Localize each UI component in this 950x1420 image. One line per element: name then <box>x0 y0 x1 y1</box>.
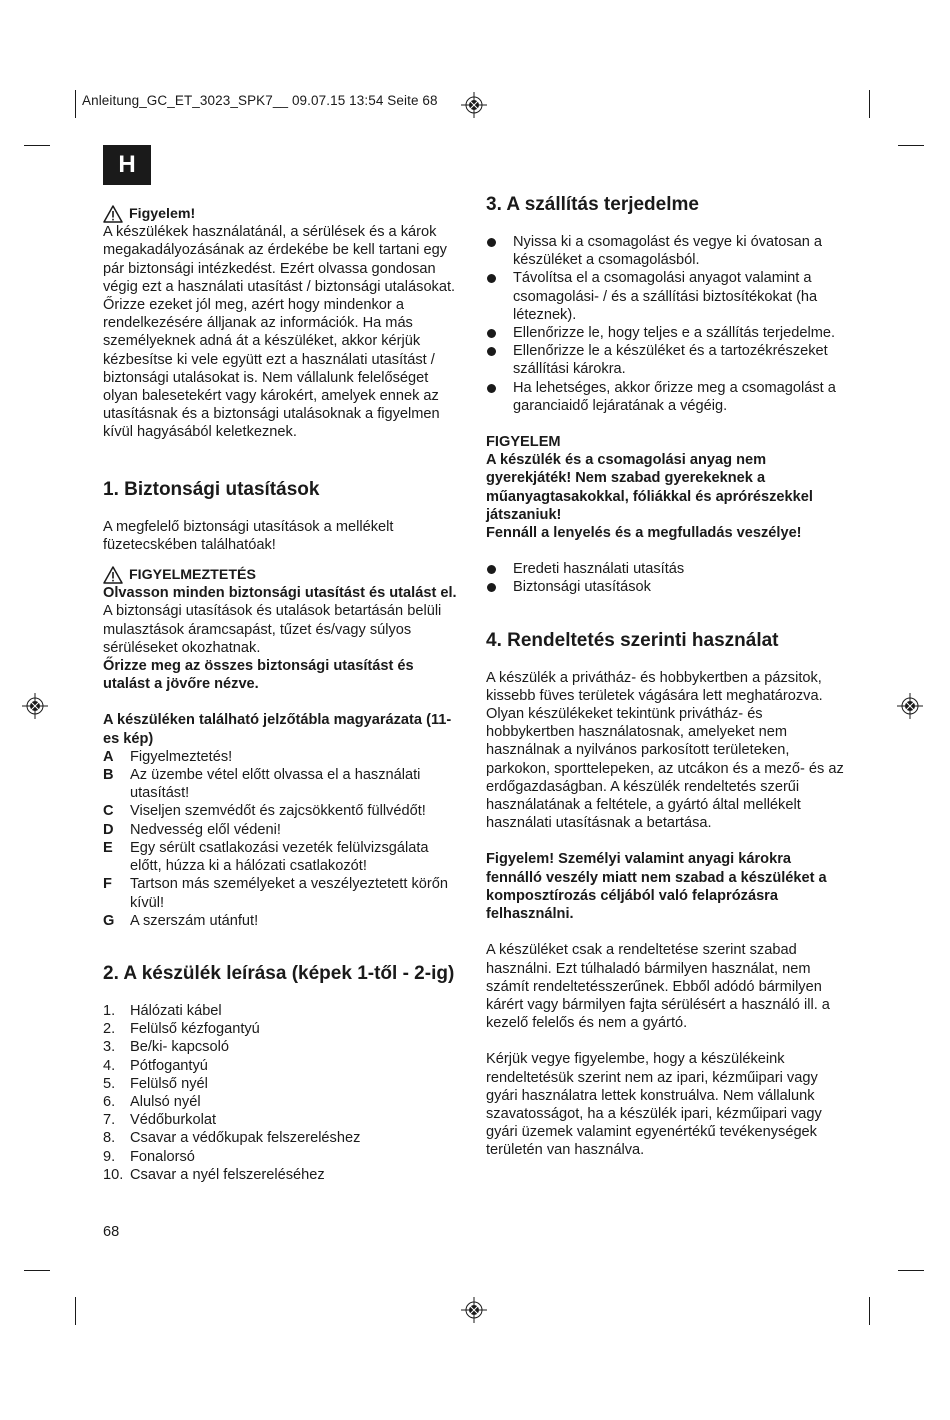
language-tab: H <box>103 145 151 185</box>
bullet-icon <box>486 578 513 596</box>
bullet-icon <box>486 379 513 415</box>
section-3-title: 3. A szállítás terjedelme <box>486 194 699 215</box>
crop-mark <box>898 145 924 146</box>
warning-heading <box>103 205 461 223</box>
crop-mark <box>869 90 870 118</box>
list-item: 9. Fonalorsó <box>103 1148 195 1165</box>
registration-mark-icon <box>461 1297 487 1323</box>
signs-list <box>103 748 461 930</box>
usage-paragraph: A készüléket csak a rendeltetése szerint szabad használni. Ezt túlhaladó bármilyen használat, nem számít rendeltetésszerűnek. Ebből adódó bármilyen kárért vagy bármilyen fajta sérülésért a használó ill. a kezelő felelős és nem a gyártó. <box>486 942 830 1032</box>
usage-paragraph: A készülék a privátház- és hobbykertben a pázsitok, kissebb füves területek vágására lett meghatározva. Olyan készülékeket tekintünk privátház- és hobbykertben használatosnak, amelyeket nem használnak a nyilvános parkosított területeken, parkokon, sporttelepeken, az utcákon és a mező- és az erdőgazdaságban. A készülék rendeltetés szerűi használatának a feltétele, a gyártó által mellékelt használati utasításnak a betartása. <box>486 669 844 832</box>
attention-text: A készülék és a csomagolási anyag nem gyerekjáték! Nem szabad gyerekeknek a műanyagtasakokkal, fóliákkal és aprórészekkel játszaniuk! <box>486 452 813 523</box>
warning-triangle-icon <box>103 566 123 584</box>
list-item: 6. Alulsó nyél <box>103 1093 201 1110</box>
list-item: 5. Felülső nyél <box>103 1075 208 1092</box>
file-header: Anleitung_GC_ET_3023_SPK7__ 09.07.15 13:54 Seite 68 <box>82 93 438 108</box>
list-item: E Egy sérült csatlakozási vezeték felülvizsgálata előtt, húzza ki a hálózati csatlakozót! <box>103 839 429 875</box>
bullet-icon <box>486 233 513 269</box>
list-item: Ha lehetséges, akkor őrizze meg a csomagolást a garanciaidő lejáratának a végéig. <box>486 379 846 415</box>
list-item: B Az üzembe vétel előtt olvassa el a használati utasítást! <box>103 767 421 802</box>
list-item: Eredeti használati utasítás <box>486 560 846 578</box>
warning-heading <box>103 566 461 584</box>
warning-triangle-icon <box>103 205 123 223</box>
parts-list <box>103 1002 461 1184</box>
crop-mark <box>869 1297 870 1325</box>
warning-text: A készülékek használatánál, a sérülések és a károk megakadályozásának az érdekébe be kell tartani egy pár biztonsági intézkedést. Ezért olvassa gondosan végig ezt a használati utasítást / biztonsági utalásokat. Őrizze ezeket jól meg, azért hogy mindenkor a rendelkezésére álljanak az információk. Ha más személyeknek adná át a készüléket, akkor kérjük kézbesítse ki vele együtt ezt a használati utasítást / biztonsági utalásokat is. Nem vállalunk felelőséget olyan balesetekért vagy károkért, amelyek ennek az utasításnak és a biztonsági utalásoknak a figyelmen kívül hagyásából keletkeznek. <box>103 224 456 441</box>
registration-mark-icon <box>22 693 48 719</box>
list-item: Ellenőrizze le a készüléket és a tartozékrészeket szállítási károkra. <box>486 342 846 378</box>
crop-mark <box>24 145 50 146</box>
crop-mark <box>24 1270 50 1271</box>
list-item: 4. Pótfogantyú <box>103 1057 208 1074</box>
page-number: 68 <box>103 1224 120 1240</box>
warning-text <box>103 584 461 657</box>
registration-mark-icon <box>897 693 923 719</box>
crop-mark <box>75 90 76 118</box>
section-1-title: 1. Biztonsági utasítások <box>103 478 320 500</box>
section-4-title: 4. Rendeltetés szerinti használat <box>486 629 779 651</box>
warning-bold-lead: Olvasson minden biztonsági utasítást és utalást el. <box>103 585 457 602</box>
attention-text-2: Fennáll a lenyelés és a megfulladás veszélye! <box>486 525 802 542</box>
delivery-steps-list <box>486 233 846 415</box>
attention-title: FIGYELEM <box>486 434 561 451</box>
usage-paragraph: Kérjük vegye figyelembe, hogy a készülékeink rendeltetésük szerint nem az ipari, kézműipari vagy gyári használatra lettek konstruálva. Nem vállalunk szavatosságot, ha a készülék ipari, kézműipari vagy gyári üzemek valamint egyenértékű tevékenységek területén van használva. <box>486 1051 822 1159</box>
list-item: F Tartson más személyeket a veszélyeztetett körőn kívül! <box>103 876 448 911</box>
section-1-text: A megfelelő biztonsági utasítások a mellékelt füzetecskében találhatóak! <box>103 518 394 553</box>
list-item: A Figyelmeztetés! <box>103 748 233 765</box>
left-column <box>103 205 461 1184</box>
usage-warning: Figyelem! Személyi valamint anyagi károkra fennálló veszély miatt nem szabad a készüléket a komposztírozás céljából való felaprózásra felhasználni. <box>486 851 827 923</box>
bullet-icon <box>486 560 513 578</box>
bullet-icon <box>486 269 513 324</box>
list-item: D Nedvesség elől védeni! <box>103 821 281 838</box>
bullet-icon <box>486 342 513 378</box>
right-column <box>486 193 846 1160</box>
warning-body: A biztonsági utasítások és utalások betartásán belüli mulasztások áramcsapást, tűzet és/vagy súlyos sérüléseket okozhatnak. <box>103 603 442 656</box>
crop-mark <box>75 1297 76 1325</box>
list-item: 10. Csavar a nyél felszereléséhez <box>103 1166 325 1183</box>
list-item: G A szerszám utánfut! <box>103 912 259 929</box>
list-item: 7. Védőburkolat <box>103 1112 217 1129</box>
section-2-title: 2. A készülék leírása (képek 1-től - 2-ig) <box>103 962 455 984</box>
crop-mark <box>898 1270 924 1271</box>
list-item: Távolítsa el a csomagolási anyagot valamint a csomagolási- / és a szállítási biztosítékokat (ha léteznek). <box>486 269 846 324</box>
list-item: Ellenőrizze le, hogy teljes e a szállítás terjedelme. <box>486 324 846 342</box>
list-item: 8. Csavar a védőkupak felszereléshez <box>103 1130 361 1147</box>
signs-title: A készüléken található jelzőtábla magyarázata (11-es kép) <box>103 712 452 747</box>
list-item: Biztonsági utasítások <box>486 578 846 596</box>
list-item: C Viseljen szemvédőt és zajcsökkentő füllvédőt! <box>103 803 426 820</box>
registration-mark-icon <box>461 92 487 118</box>
list-item: 3. Be/ki- kapcsoló <box>103 1039 229 1056</box>
list-item: 2. Felülső kézfogantyú <box>103 1021 260 1038</box>
warning-bold-end: Őrizze meg az összes biztonsági utasítást és utalást a jövőre nézve. <box>103 658 414 693</box>
warning-title: Figyelem! <box>129 206 196 222</box>
bullet-icon <box>486 324 513 342</box>
warning-title: FIGYELMEZTETÉS <box>129 567 256 584</box>
list-item: 1. Hálózati kábel <box>103 1002 222 1019</box>
list-item: Nyissa ki a csomagolást és vegye ki óvatosan a készüléket a csomagolásból. <box>486 233 846 269</box>
included-docs-list <box>486 560 846 596</box>
